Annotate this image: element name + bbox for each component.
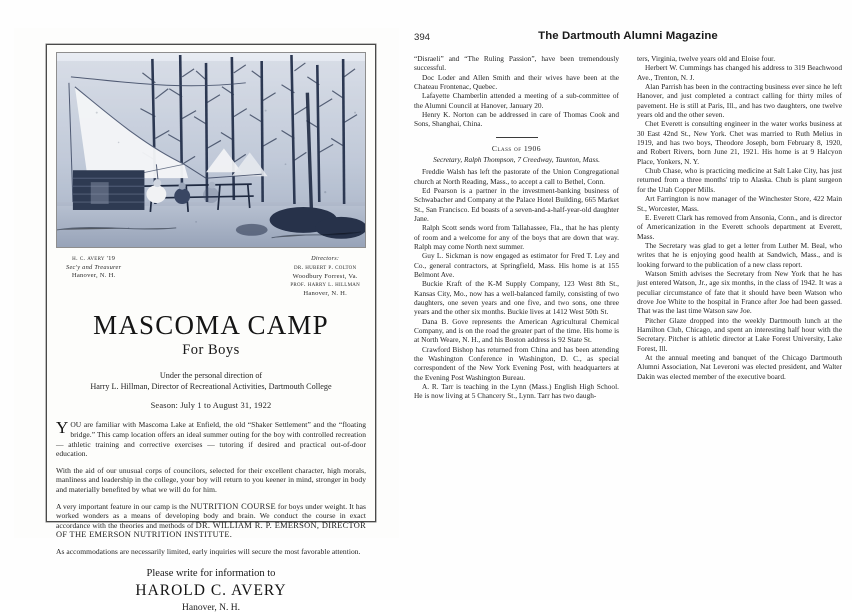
- ad-paragraph-2: With the aid of our unusual corps of councilors, selected for their excellent character, high morals, manliness and leadership in the college, your boy will return to you keener in mind, stronger in body and materially benefited by what we will do for him.: [56, 465, 366, 495]
- contact-town: Hanover, N. H.: [182, 602, 240, 613]
- right-paragraph-glaze: Pitcher Glaze dropped into the weekly Dartmouth lunch at the Hamilton Club, Chicago, and spent an interesting half hour with the Secretary. Pitcher is athletic director at Lake Forest University, Lake Forest, Ill.: [637, 315, 842, 353]
- avery-name: h. c. avery '19: [72, 255, 116, 262]
- camp-season: Season: July 1 to August 31, 1922: [150, 401, 272, 411]
- director-colton-town: Woodbury Forrest, Va.: [292, 272, 358, 280]
- camp-title: MASCOMA CAMP: [93, 310, 329, 341]
- ad-paragraph-1: [56, 420, 366, 458]
- magazine-title: The Dartmouth Alumni Magazine: [538, 30, 718, 42]
- right-paragraph-clark: E. Everett Clark has removed from Ansonia, Conn., and is director of Americanization in the Everett schools department at Everett, Mass.: [637, 212, 842, 241]
- contact-name: HAROLD C. AVERY: [135, 581, 287, 599]
- class-secretary-line: [414, 155, 619, 164]
- page-number: 394: [414, 32, 431, 43]
- left-paragraph-loder: Doc Loder and Allen Smith and their wives have been at the Chateau Frontenac, Quebec.: [414, 72, 619, 92]
- ad-dropcap: Y: [56, 418, 69, 438]
- right-column: [637, 54, 842, 401]
- left-paragraph-norton: Henry K. Norton can be addressed in care of Thomas Cook and Sons, Shanghai, China.: [414, 110, 619, 129]
- directors-heading: Directors:: [311, 255, 340, 262]
- ad-paragraph-3b: for boys under weight. It has worked wonders as a means of developing body and brain. We conduct the course in exact accordance with the theories and methods of: [56, 501, 366, 530]
- camp-direction-line1: Under the personal direction of: [159, 371, 263, 381]
- left-paragraph-gove: Dana B. Gove represents the American Agricultural Chemical Company, and is on the road the greater part of the time. His home is at North Weare, N. H., and his Boston address is 92 State St.: [414, 316, 619, 345]
- secretary-name: Ralph Thompson,: [464, 154, 516, 164]
- camp-subtitle: For Boys: [182, 342, 240, 359]
- left-paragraph-kraft: Buckie Kraft of the K-M Supply Company, 123 West 8th St., Kansas City, Mo., now has a well-balanced family, consisting of two daughters, one seven years and one five, and two sons, one three years and the other six months. Buckie lives at 1412 West 50th St.: [414, 279, 619, 317]
- camp-direction: [56, 370, 366, 392]
- right-paragraph-farrington: Art Farrington is now manager of the Winchester Store, 422 Main St., Worcester, Mass.: [637, 194, 842, 213]
- left-column: [414, 54, 619, 401]
- advertisement-page: [14, 28, 399, 613]
- two-column-layout: [414, 54, 842, 401]
- ad-paragraph-3: [56, 502, 366, 540]
- secretary-address-1: 7 Creedway,: [517, 154, 554, 164]
- credits-row: [56, 255, 366, 298]
- class-divider-rule: [496, 137, 538, 138]
- class-heading: Class of 1906: [491, 143, 542, 153]
- left-paragraph-bishop: Crawford Bishop has returned from China and has been attending the Washington Conference in Washington, D. C., as special correspondent of the New York Evening Post, with headquarters at the Evening Post Washington Bureau.: [414, 344, 619, 382]
- camp-photograph-illustration: [57, 53, 365, 248]
- left-paragraph-sickman: Guy L. Sickman is now engaged as estimator for Fred T. Ley and Co., general contractors, at Springfield, Mass. His home is at 155 Belmont Ave.: [414, 251, 619, 279]
- director-hillman: prof. harry l. hillman: [290, 281, 360, 289]
- left-paragraph-scott: Ralph Scott sends word from Tallahassee, Fla., that he has plenty of room and a welcome for any of the boys that are down that way. Ralph may come North next summer.: [414, 223, 619, 251]
- director-hillman-town: Hanover, N. H.: [303, 289, 348, 297]
- directors-block: [290, 255, 360, 298]
- right-paragraph-cummings: Herbert W. Cummings has changed his address to 319 Beachwood Ave., Trenton, N. J.: [637, 63, 842, 82]
- emerson-institute-caps: DR. WILLIAM R. P. EMERSON, DIRECTOR OF THE EMERSON NUTRITION INSTITUTE.: [56, 520, 367, 540]
- avery-town: Hanover, N. H.: [71, 272, 116, 280]
- right-paragraph-chase: Chub Chase, who is practicing medicine at Salt Lake City, has just returned from a three months' trip to Alaska. Chub is plant surgeon for the Utah Copper Mills.: [637, 166, 842, 194]
- camp-direction-line2: Harry L. Hillman, Director of Recreational Activities, Dartmouth College: [90, 382, 332, 392]
- left-paragraph-walsh: Freddie Walsh has left the pastorate of the Union Congregational church at North Reading, Mass., to accept a call to Bethel, Conn.: [414, 167, 619, 186]
- right-paragraph-smith: Watson Smith advises the Secretary from New York that he has just entered Watson, Jr., age six months, in the class of 1942. It was a peculiar circumstance of fate that it should have been Watson who drove Joe White to the hospital in France after Joe had been gassed. That was the last time Watson saw Joe.: [637, 268, 842, 316]
- right-continued-paragraph: ters, Virginia, twelve years old and Eloise four.: [637, 54, 776, 63]
- magazine-page: [414, 30, 842, 570]
- right-paragraph-parrish: Alan Parrish has been in the contracting business ever since he left Hanover, and just completed a contract calling for thirty miles of pavement. He is still at Paris, Ill., and has two daughters, one twelve years old and the other seven.: [637, 82, 842, 120]
- right-paragraph-leveroni: At the annual meeting and banquet of the Chicago Dartmouth Alumni Association, Nat Leveroni was elected president, and Walter Dakin was elected member of the executive board.: [637, 353, 842, 381]
- ad-paragraph-1-text: OU are familiar with Mascoma Lake at Enfield, the old “Shaker Settlement” and the “floating bridge.” This camp location offers an ideal summer outing for the boy with controlled recreation — athletic training and corrective exercises — tutoring if desired and practical out-of-door education.: [56, 420, 366, 459]
- right-paragraph-everett: Chet Everett is consulting engineer in the water works business at 30 East 42nd St., New York. Chet was married to Ruth Melius in 1919, and has two boys, Theodore Joseph, born February 8, 1920, and Robert Rivers, born June 21, 1921. His home is at 9 Halcyon Place, Yonkers, N. Y.: [637, 119, 842, 166]
- magazine-running-head: [414, 30, 842, 48]
- write-for-information: Please write for information to: [146, 567, 276, 579]
- right-paragraph-beal: The Secretary was glad to get a letter from Luther M. Beal, who writes that he is enjoying good health at Sandwich, Mass., and is looking forward to the publication of a new class report.: [637, 240, 842, 269]
- left-paragraph-chamberlin: Lafayette Chamberlin attended a meeting of a sub-committee of the Alumni Council at Hanover, January 20.: [414, 91, 619, 110]
- director-colton: dr. hubert p. colton: [294, 264, 357, 272]
- left-continued-paragraph: “Disraeli” and “The Ruling Passion”, have been tremendously successful.: [414, 54, 619, 73]
- secretary-address-2: Taunton, Mass.: [555, 154, 600, 164]
- left-paragraph-pearson: Ed Pearson is a partner in the investment-banking business of Schwabacher and Company at the Palace Hotel Building, 665 Market St., San Francisco. Ed boasts of a seven-and-a-half-year-old daughter Jane.: [414, 185, 619, 223]
- left-paragraph-tarr: A. R. Tarr is teaching in the Lynn (Mass.) English High School. He is now living at 5 Chancery St., Lynn. Tarr has two daugh-: [414, 382, 619, 401]
- advertisement-body: [56, 420, 366, 556]
- advertisement-border-box: [46, 44, 376, 613]
- secretary-label: Secretary,: [433, 154, 463, 164]
- camp-photograph: [56, 52, 366, 248]
- ad-paragraph-4: As accommodations are necessarily limited, early inquiries will secure the most favorable attention.: [56, 547, 361, 556]
- ad-paragraph-3a: A very important feature in our camp is the: [56, 501, 191, 511]
- avery-role: Sec'y and Treasurer: [66, 263, 122, 271]
- nutrition-course-caps: NUTRITION COURSE: [190, 501, 276, 511]
- secretary-treasurer-block: [66, 255, 121, 281]
